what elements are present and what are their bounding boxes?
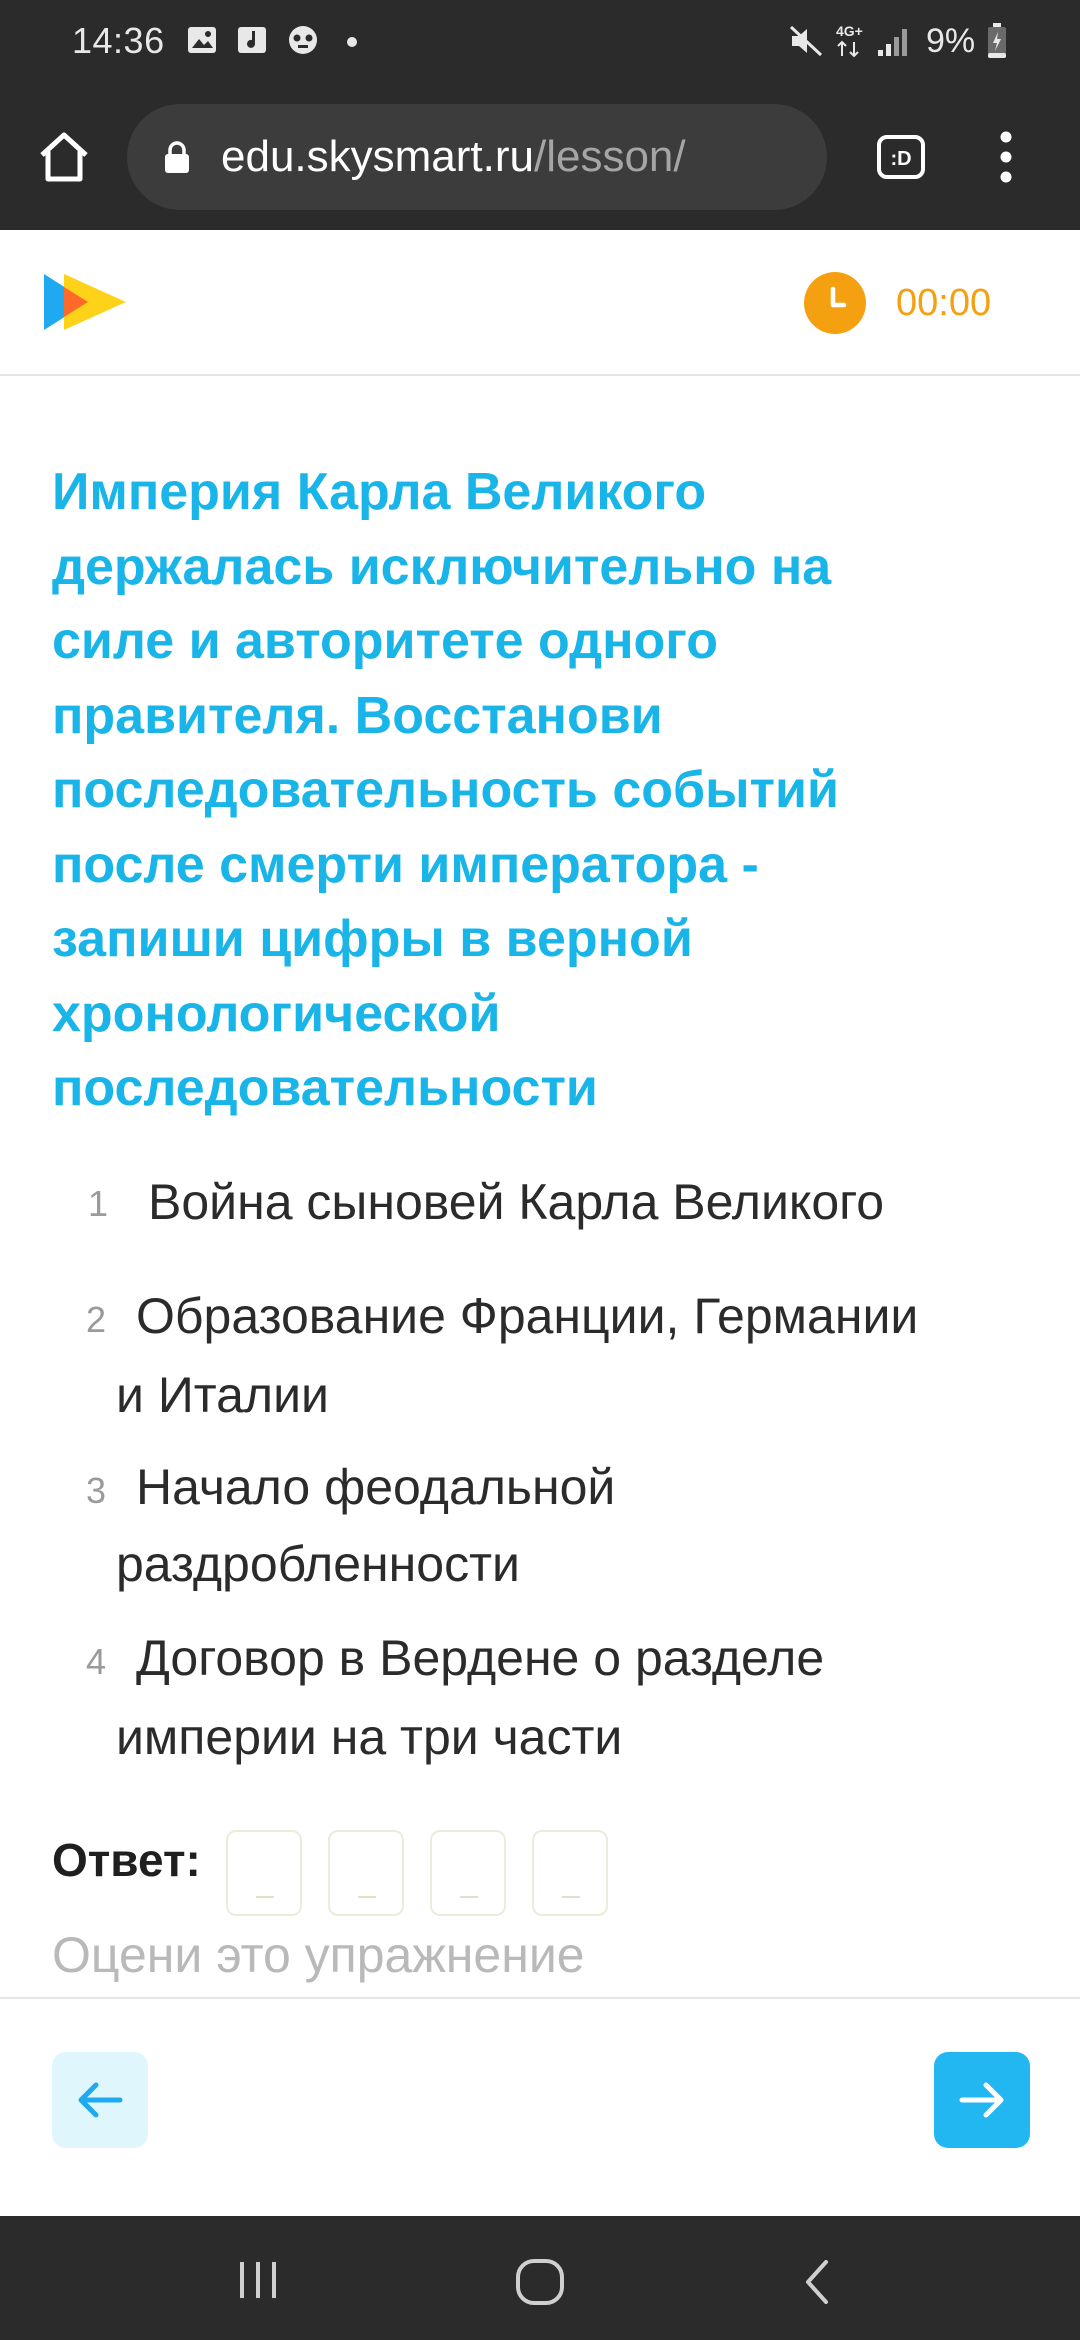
item-number: 4 xyxy=(86,1641,107,1682)
item-number: 2 xyxy=(86,1299,107,1340)
rate-exercise-label[interactable]: Оцени это упражнение xyxy=(52,1927,585,1983)
tab-switcher-icon[interactable] xyxy=(876,134,926,180)
timer: 00:00 xyxy=(896,282,992,324)
tab-label: :D xyxy=(890,148,912,170)
status-bar xyxy=(0,0,1080,84)
more-menu-icon[interactable] xyxy=(996,130,1016,184)
question-line: держалась исключительно на xyxy=(52,537,832,596)
previous-button[interactable] xyxy=(52,2052,148,2148)
battery-icon xyxy=(986,22,1008,60)
question-line: силе и авторитете одного xyxy=(52,612,719,670)
browser-toolbar xyxy=(0,84,1080,230)
item-text: раздробленности xyxy=(116,1536,520,1592)
answer-box-2[interactable] xyxy=(328,1830,404,1916)
address-bar[interactable] xyxy=(127,104,827,210)
url-text xyxy=(221,132,686,182)
task-question xyxy=(52,455,1012,1126)
android-navigation-bar xyxy=(0,2216,1080,2340)
item-text: Начало феодальной xyxy=(136,1459,616,1515)
network-label: 4G+ xyxy=(836,23,863,39)
answer-box-1[interactable] xyxy=(226,1830,302,1916)
question-line: после смерти императора - xyxy=(52,835,759,894)
item-text: Договор в Вердене о разделе xyxy=(136,1630,825,1686)
question-line: правителя. Восстанови xyxy=(52,686,663,745)
divider xyxy=(0,1997,1080,1999)
back-icon[interactable] xyxy=(800,2258,836,2306)
item-text: Образование Франции, Германии xyxy=(136,1288,919,1344)
item-text: и Италии xyxy=(116,1367,329,1423)
battery-percent: 9% xyxy=(926,22,976,60)
home-icon[interactable] xyxy=(34,127,94,187)
next-button[interactable] xyxy=(934,2052,1030,2148)
item-text: империи на три части xyxy=(116,1709,623,1765)
item-number: 1 xyxy=(88,1183,109,1224)
url-domain: edu.skysmart.ru xyxy=(221,132,534,181)
game-icon xyxy=(286,24,320,56)
arrow-left-icon xyxy=(70,2070,130,2130)
signal-icon xyxy=(876,24,912,58)
answer-box-4[interactable] xyxy=(532,1830,608,1916)
question-line: последовательности xyxy=(52,1059,598,1117)
dot-icon xyxy=(346,36,358,48)
question-line: Империя Карла Великого xyxy=(52,463,707,521)
network-icon xyxy=(834,22,874,60)
mute-icon xyxy=(788,24,824,58)
skysmart-logo[interactable] xyxy=(42,272,128,332)
app-header xyxy=(0,230,1080,376)
answer-box-3[interactable] xyxy=(430,1830,506,1916)
status-time: 14:36 xyxy=(72,20,165,61)
arrow-right-icon xyxy=(952,2070,1012,2130)
recent-apps-icon[interactable] xyxy=(234,2258,282,2302)
question-line: хронологической xyxy=(52,984,501,1043)
home-circle-icon[interactable] xyxy=(514,2258,566,2306)
item-text: Война сыновей Карла Великого xyxy=(148,1174,885,1230)
question-line: последовательность событий xyxy=(52,761,839,819)
lock-icon xyxy=(163,140,191,174)
url-path: /lesson/ xyxy=(533,132,686,181)
answer-label: Ответ: xyxy=(52,1834,201,1886)
item-number: 3 xyxy=(86,1470,107,1511)
clock-icon xyxy=(804,272,866,334)
question-line: запиши цифры в верной xyxy=(52,910,693,968)
music-icon xyxy=(236,24,268,56)
image-icon xyxy=(186,24,218,56)
